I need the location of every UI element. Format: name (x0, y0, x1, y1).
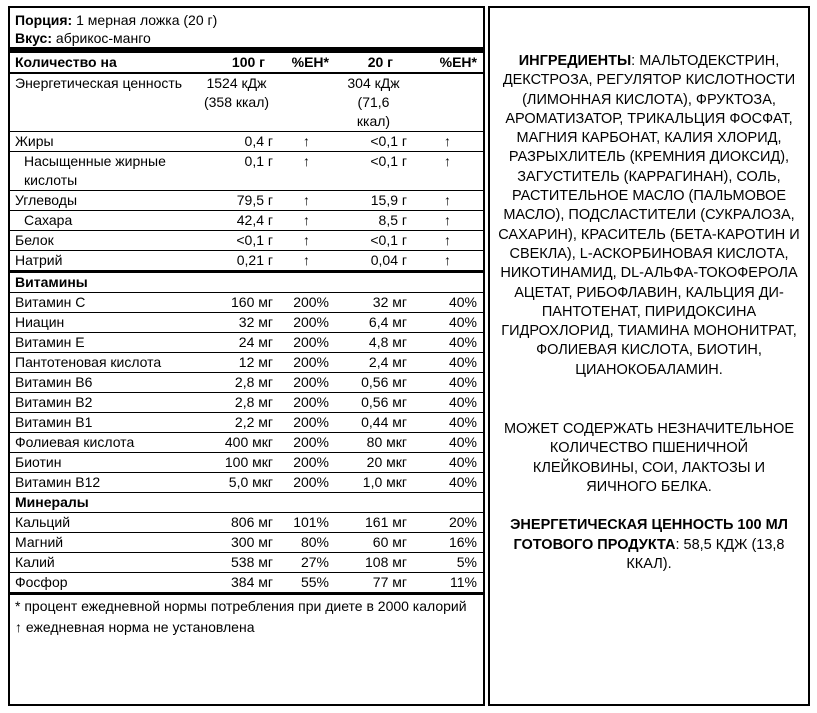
nutrient-name: Сахара (10, 211, 195, 231)
dv-20g: 40% (413, 433, 483, 453)
value-20g: 304 кДж (71,6 ккал) (335, 73, 413, 132)
value-100g: 5,0 мкг (195, 473, 279, 493)
dv-20g: 40% (413, 453, 483, 473)
dv-100g: 101% (279, 513, 335, 533)
dv-20g: 40% (413, 313, 483, 333)
dv-100g: ↑ (279, 132, 335, 152)
value-20g: 1,0 мкг (335, 473, 413, 493)
column-header-row (10, 50, 483, 73)
value-20g: 32 мг (335, 293, 413, 313)
nutrient-name: Биотин (10, 453, 195, 473)
dv-100g: ↑ (279, 152, 335, 191)
dv-100g: 200% (279, 473, 335, 493)
dv-100g: 200% (279, 413, 335, 433)
nutrient-name: Витамин B6 (10, 373, 195, 393)
nutrient-name: Натрий (10, 251, 195, 272)
table-row (10, 453, 483, 473)
column-header: 100 г (195, 50, 279, 73)
dv-100g: 200% (279, 333, 335, 353)
nutrition-table (10, 47, 483, 595)
value-100g: 0,4 г (195, 132, 279, 152)
dv-100g: 200% (279, 293, 335, 313)
value-20g: 161 мг (335, 513, 413, 533)
dv-20g: 40% (413, 393, 483, 413)
dv-100g: 200% (279, 353, 335, 373)
table-row (10, 513, 483, 533)
ingredients-text: ИНГРЕДИЕНТЫ: МАЛЬТОДЕКСТРИН, ДЕКСТРОЗА, РЕГУЛЯТОР КИСЛОТНОСТИ (ЛИМОННАЯ КИСЛОТА), ФРУКТОЗА, АРОМАТИЗАТОР, ТРИКАЛЬЦИЯ ФОСФАТ, МАГНИЯ КАРБОНАТ, КАЛИЯ ХЛОРИД, РАЗРЫХЛИТЕЛЬ (КРЕМНИЯ ДИОКСИД), ЗАГУСТИТЕЛЬ (КАРРАГИНАН), СОЛЬ, РАСТИТЕЛЬНОЕ МАСЛО (ПАЛЬМОВОЕ МАСЛО), ПОДСЛАСТИТЕЛИ (СУКРАЛОЗА, САХАРИН), КРАСИТЕЛЬ (БЕТА-КАРОТИН И СВЕКЛА), L-АСКОРБИНОВАЯ КИСЛОТА, НИКОТИНАМИД, DL-АЛЬФА-ТОКОФЕРОЛА АЦЕТАТ, РИБОФЛАВИН, КАЛЬЦИЯ ДИ-ПАНТОТЕНАТ, ПИРИДОКСИНА ГИДРОХЛОРИД, ТИАМИНА МОНОНИТРАТ, ФОЛИЕВАЯ КИСЛОТА, БИОТИН, ЦИАНОКОБАЛАМИН. (498, 53, 800, 378)
dv-100g: 200% (279, 393, 335, 413)
dv-20g: 40% (413, 373, 483, 393)
value-100g: 0,1 г (195, 152, 279, 191)
minerals-section (10, 493, 483, 513)
table-row (10, 293, 483, 313)
value-100g: 79,5 г (195, 191, 279, 211)
nutrient-name: Магний (10, 533, 195, 553)
value-20g: <0,1 г (335, 132, 413, 152)
nutrient-name: Витамин E (10, 333, 195, 353)
dv-20g: 40% (413, 353, 483, 373)
table-row (10, 573, 483, 594)
table-row (10, 73, 483, 132)
footnote-arrow: ↑ ежедневная норма не установлена (15, 619, 255, 635)
dv-20g: 11% (413, 573, 483, 594)
flavor-line: Вкус: абрикос-манго (15, 30, 151, 46)
dv-100g: 55% (279, 573, 335, 594)
column-header: 20 г (335, 50, 413, 73)
dv-20g: ↑ (413, 231, 483, 251)
dv-20g: ↑ (413, 132, 483, 152)
nutrient-name: Ниацин (10, 313, 195, 333)
dv-100g: ↑ (279, 191, 335, 211)
value-20g: 0,44 мг (335, 413, 413, 433)
nutrient-name: Фолиевая кислота (10, 433, 195, 453)
value-20g: 80 мкг (335, 433, 413, 453)
value-20g: 20 мкг (335, 453, 413, 473)
dv-100g: 27% (279, 553, 335, 573)
section-title: Минералы (10, 493, 483, 513)
value-20g: 2,4 мг (335, 353, 413, 373)
table-row (10, 231, 483, 251)
table-row (10, 152, 483, 191)
nutrient-name: Энергетическая ценность (10, 73, 195, 132)
dv-100g: ↑ (279, 211, 335, 231)
dv-20g: 40% (413, 413, 483, 433)
value-100g: 1524 кДж (358 ккал) (195, 73, 279, 132)
section-title: Витамины (10, 272, 483, 293)
table-row (10, 533, 483, 553)
dv-20g: 40% (413, 473, 483, 493)
table-row (10, 353, 483, 373)
nutrition-facts-panel (8, 6, 485, 706)
dv-100g (279, 73, 335, 132)
dv-20g: 5% (413, 553, 483, 573)
value-100g: 12 мг (195, 353, 279, 373)
value-100g: 2,8 мг (195, 393, 279, 413)
dv-100g: 80% (279, 533, 335, 553)
value-100g: 384 мг (195, 573, 279, 594)
value-100g: <0,1 г (195, 231, 279, 251)
value-20g: 0,56 мг (335, 393, 413, 413)
nutrient-name: Жиры (10, 132, 195, 152)
nutrient-name: Кальций (10, 513, 195, 533)
value-100g: 160 мг (195, 293, 279, 313)
table-row (10, 473, 483, 493)
nutrient-name: Витамин B12 (10, 473, 195, 493)
column-header: Количество на (10, 50, 195, 73)
value-100g: 538 мг (195, 553, 279, 573)
nutrient-name: Белок (10, 231, 195, 251)
value-20g: 6,4 мг (335, 313, 413, 333)
value-20g: 4,8 мг (335, 333, 413, 353)
value-100g: 400 мкг (195, 433, 279, 453)
table-row (10, 251, 483, 272)
portion-line: Порция: 1 мерная ложка (20 г) (15, 12, 218, 28)
table-row (10, 553, 483, 573)
dv-100g: ↑ (279, 231, 335, 251)
value-20g: 77 мг (335, 573, 413, 594)
dv-100g: ↑ (279, 251, 335, 272)
value-100g: 32 мг (195, 313, 279, 333)
table-row (10, 333, 483, 353)
value-100g: 24 мг (195, 333, 279, 353)
table-row (10, 433, 483, 453)
nutrient-name: Витамин C (10, 293, 195, 313)
nutrient-name: Фосфор (10, 573, 195, 594)
ingredients-panel (488, 6, 810, 706)
value-100g: 42,4 г (195, 211, 279, 231)
table-row (10, 313, 483, 333)
nutrient-name: Пантотеновая кислота (10, 353, 195, 373)
value-100g: 0,21 г (195, 251, 279, 272)
dv-20g: ↑ (413, 251, 483, 272)
value-20g: <0,1 г (335, 152, 413, 191)
table-row (10, 413, 483, 433)
dv-20g: ↑ (413, 191, 483, 211)
dv-20g: ↑ (413, 211, 483, 231)
value-100g: 2,8 мг (195, 373, 279, 393)
table-row (10, 132, 483, 152)
value-20g: <0,1 г (335, 231, 413, 251)
dv-20g: 20% (413, 513, 483, 533)
allergen-warning: МОЖЕТ СОДЕРЖАТЬ НЕЗНАЧИТЕЛЬНОЕ КОЛИЧЕСТВО ПШЕНИЧНОЙ КЛЕЙКОВИНЫ, СОИ, ЛАКТОЗЫ И ЯИЧНОГО БЕЛКА. (503, 421, 795, 495)
energy-note: ЭНЕРГЕТИЧЕСКАЯ ЦЕННОСТЬ 100 МЛ ГОТОВОГО ПРОДУКТА: 58,5 КДЖ (13,8 ККАЛ). (510, 517, 788, 572)
column-header: %ЕН* (279, 50, 335, 73)
nutrient-name: Витамин B2 (10, 393, 195, 413)
value-20g: 0,04 г (335, 251, 413, 272)
value-100g: 2,2 мг (195, 413, 279, 433)
value-100g: 300 мг (195, 533, 279, 553)
dv-100g: 200% (279, 313, 335, 333)
value-20g: 0,56 мг (335, 373, 413, 393)
dv-100g: 200% (279, 433, 335, 453)
vitamins-section (10, 272, 483, 293)
value-20g: 60 мг (335, 533, 413, 553)
value-100g: 806 мг (195, 513, 279, 533)
column-header: %ЕН* (413, 50, 483, 73)
value-100g: 100 мкг (195, 453, 279, 473)
serving-info (10, 8, 483, 47)
value-20g: 8,5 г (335, 211, 413, 231)
dv-20g: 40% (413, 293, 483, 313)
dv-20g: 16% (413, 533, 483, 553)
nutrient-name: Калий (10, 553, 195, 573)
dv-20g: 40% (413, 333, 483, 353)
value-20g: 15,9 г (335, 191, 413, 211)
table-row (10, 373, 483, 393)
table-row (10, 191, 483, 211)
nutrient-name: Витамин B1 (10, 413, 195, 433)
dv-100g: 200% (279, 453, 335, 473)
table-row (10, 393, 483, 413)
dv-20g (413, 73, 483, 132)
nutrient-name: Углеводы (10, 191, 195, 211)
value-20g: 108 мг (335, 553, 413, 573)
dv-20g: ↑ (413, 152, 483, 191)
dv-100g: 200% (279, 373, 335, 393)
nutrient-name: Насыщенные жирные кислоты (10, 152, 195, 191)
table-row (10, 211, 483, 231)
footnote-star: * процент ежедневной нормы потребления при диете в 2000 калорий (15, 598, 467, 614)
